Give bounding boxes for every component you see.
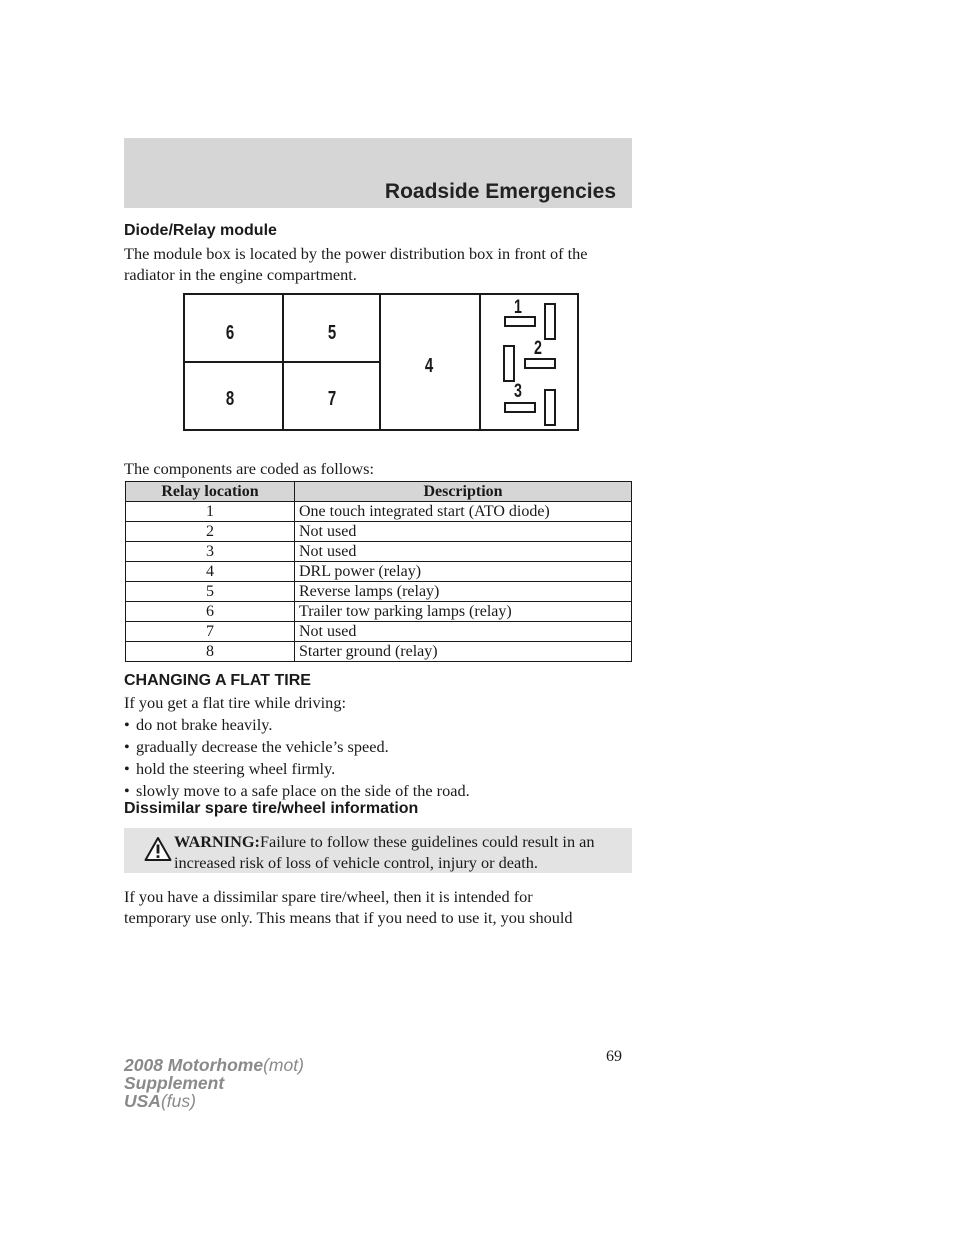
footer-market-code: (fus): [160, 1091, 196, 1111]
relay-2-horizontal-terminal: [525, 359, 555, 368]
list-item-text: hold the steering wheel firmly.: [136, 759, 336, 778]
paragraph-line: If you have a dissimilar spare tire/wheel, then it is intended for: [124, 887, 533, 906]
warning-label: WARNING:: [174, 832, 260, 851]
footer-market: USA: [124, 1091, 161, 1111]
bullet-icon: •: [124, 715, 130, 734]
table-row: [126, 502, 632, 522]
relay-location-cell: 7: [126, 622, 295, 642]
description-cell: Not used: [295, 622, 632, 642]
relay-1-horizontal-terminal: [505, 317, 535, 326]
warning-triangle-icon: [144, 836, 172, 862]
flat-tire-heading: CHANGING A FLAT TIRE: [124, 672, 311, 689]
list-item-text: do not brake heavily.: [136, 715, 273, 734]
description-cell: Reverse lamps (relay): [295, 582, 632, 602]
list-item: [124, 780, 470, 802]
description-cell: Not used: [295, 522, 632, 542]
relay-label-2: 2: [534, 337, 542, 359]
spare-tire-heading: Dissimilar spare tire/wheel information: [124, 800, 419, 817]
relay-location-cell: 1: [126, 502, 295, 522]
intro-line: radiator in the engine compartment.: [124, 265, 357, 284]
relay-location-cell: 3: [126, 542, 295, 562]
list-item: [124, 736, 470, 758]
list-item: [124, 714, 470, 736]
relay-label-5: 5: [327, 320, 337, 344]
warning-line: increased risk of loss of vehicle control, injury or death.: [174, 853, 538, 872]
list-item-text: slowly move to a safe place on the side of the road.: [136, 781, 470, 800]
diode-relay-heading: Diode/Relay module: [124, 222, 277, 239]
spare-tire-paragraph: [124, 886, 634, 928]
document-footer: [124, 1056, 304, 1110]
relay-location-cell: 6: [126, 602, 295, 622]
description-cell: One touch integrated start (ATO diode): [295, 502, 632, 522]
description-cell: Starter ground (relay): [295, 642, 632, 662]
paragraph-line: temporary use only. This means that if you need to use it, you should: [124, 908, 573, 927]
relay-label-3: 3: [514, 380, 522, 402]
relay-module-diagram: [183, 293, 579, 431]
relay-label-7: 7: [327, 386, 337, 410]
warning-line-text: Failure to follow these guidelines could result in an: [259, 832, 595, 851]
table-row: [126, 542, 632, 562]
table-row: [126, 582, 632, 602]
relay-3-horizontal-terminal: [505, 403, 535, 412]
description-cell: DRL power (relay): [295, 562, 632, 582]
intro-line: The module box is located by the power distribution box in front of the: [124, 244, 588, 263]
table-row: [126, 562, 632, 582]
warning-text: [174, 831, 624, 873]
relay-label-6: 6: [225, 320, 235, 344]
bullet-icon: •: [124, 737, 130, 756]
page-number: 69: [606, 1048, 622, 1065]
table-row: [126, 642, 632, 662]
footer-line: [124, 1092, 304, 1110]
list-item-text: gradually decrease the vehicle’s speed.: [136, 737, 389, 756]
relay-location-cell: 2: [126, 522, 295, 542]
list-item: [124, 758, 470, 780]
codes-intro: The components are coded as follows:: [124, 459, 375, 478]
relay-3-vertical-terminal: [545, 390, 555, 425]
column-header-description: Description: [295, 482, 632, 502]
section-title: Roadside Emergencies: [384, 180, 616, 203]
description-cell: Not used: [295, 542, 632, 562]
section-header-band: [124, 138, 632, 208]
relay-label-4: 4: [424, 353, 434, 377]
relay-location-cell: 4: [126, 562, 295, 582]
relay-label-8: 8: [225, 386, 235, 410]
table-row: [126, 622, 632, 642]
warning-box: [124, 828, 632, 873]
table-row: [126, 602, 632, 622]
diode-relay-intro: [124, 243, 634, 285]
table-row: [126, 522, 632, 542]
table-header-row: [126, 482, 632, 502]
relay-code-table: [125, 481, 632, 662]
description-cell: Trailer tow parking lamps (relay): [295, 602, 632, 622]
footer-line: Supplement: [124, 1073, 225, 1093]
footer-model: 2008 Motorhome: [124, 1055, 264, 1075]
flat-tire-intro: If you get a flat tire while driving:: [124, 693, 346, 712]
relay-1-vertical-terminal: [545, 304, 555, 339]
bullet-icon: •: [124, 759, 130, 778]
flat-tire-steps: [124, 714, 470, 802]
footer-model-code: (mot): [263, 1055, 304, 1075]
footer-line: [124, 1056, 304, 1074]
relay-2-vertical-terminal: [504, 346, 514, 381]
warning-line: [174, 831, 624, 852]
relay-location-cell: 5: [126, 582, 295, 602]
bullet-icon: •: [124, 781, 130, 800]
column-header-relay-location: Relay location: [126, 482, 295, 502]
relay-location-cell: 8: [126, 642, 295, 662]
relay-label-1: 1: [514, 296, 522, 318]
